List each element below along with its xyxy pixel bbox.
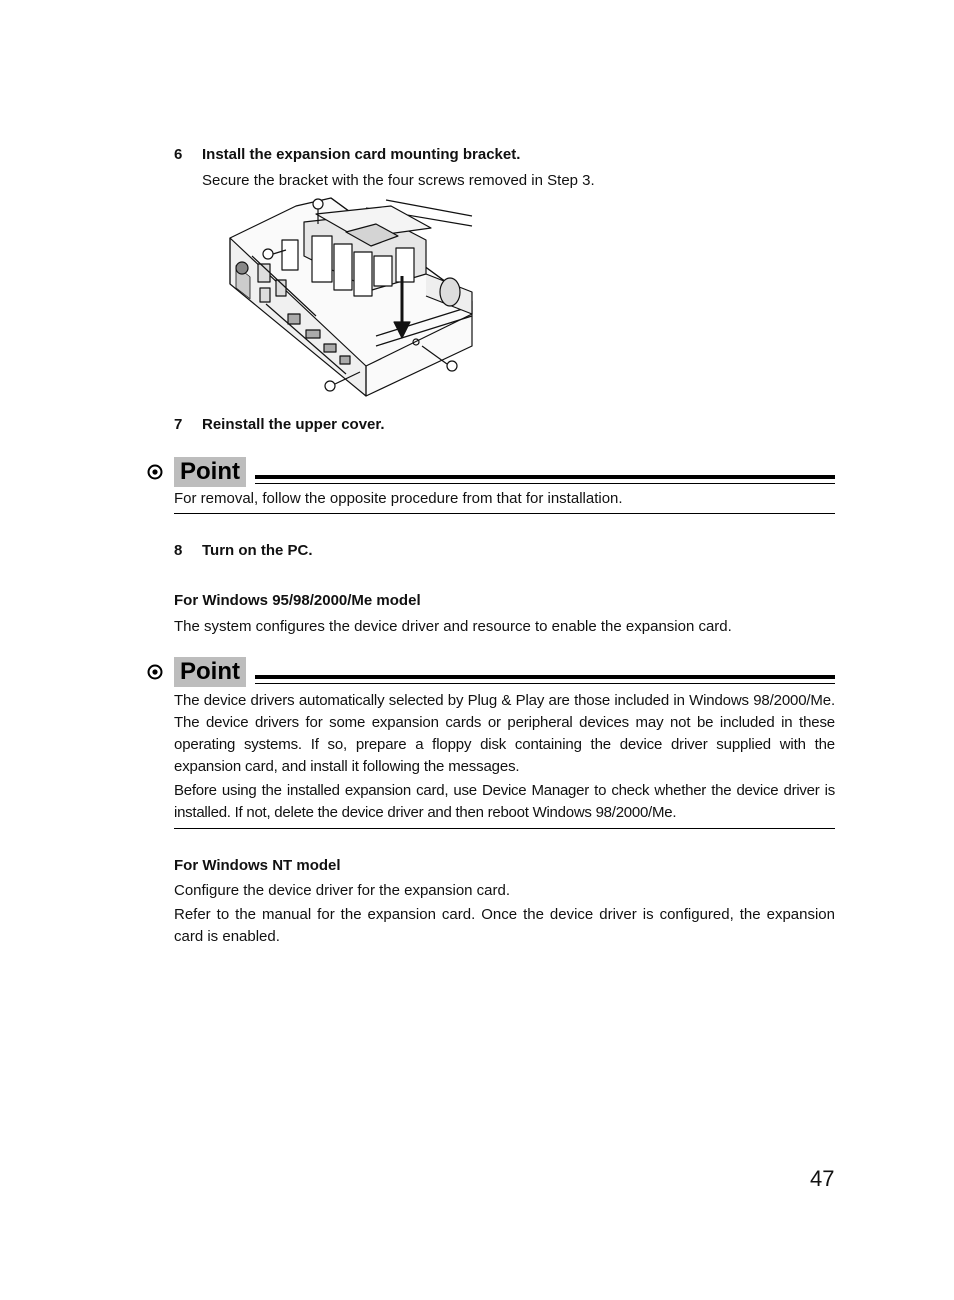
- step-6-heading: [174, 146, 520, 163]
- page-number: 47: [810, 1166, 835, 1191]
- divider: [255, 675, 835, 679]
- windows-nt-paragraph-2: Refer to the manual for the expansion card. Once the device driver is configured, the expansion card is enabled.: [174, 906, 835, 945]
- step-title: Turn on the PC.: [202, 542, 313, 559]
- divider: [255, 475, 835, 479]
- point-label: Point: [174, 657, 246, 687]
- divider: [174, 828, 835, 829]
- step-6-description: Secure the bracket with the four screws removed in Step 3.: [202, 172, 595, 189]
- point-target-icon: [147, 664, 163, 680]
- point-paragraph-2: Before using the installed expansion card, use Device Manager to check whether the device driver is installed. If not, delete the device driver and then reboot Windows 98/2000/Me.: [174, 782, 835, 821]
- divider: [255, 483, 835, 484]
- step-title: Install the expansion card mounting bracket.: [202, 146, 521, 163]
- point-paragraph-1: The device drivers automatically selected by Plug & Play are those included in Windows 98/2000/Me. The device drivers for some expansion cards or peripheral devices may not be included in these operating systems. If so, prepare a floppy disk containing the device driver supplied with the expansion card, and install it following the messages.: [174, 692, 835, 775]
- point-target-icon: [147, 464, 163, 480]
- windows-nt-heading: For Windows NT model: [174, 857, 341, 874]
- divider: [174, 513, 835, 514]
- windows-nt-paragraph-1: Configure the device driver for the expansion card.: [174, 882, 511, 899]
- windows-9x-text: The system configures the device driver and resource to enable the expansion card.: [174, 618, 732, 635]
- windows-9x-heading: For Windows 95/98/2000/Me model: [174, 592, 421, 609]
- step-title: Reinstall the upper cover.: [202, 416, 385, 433]
- point-text: For removal, follow the opposite procedure from that for installation.: [174, 490, 623, 507]
- step-7-heading: [174, 416, 385, 433]
- step-number: 6: [174, 146, 183, 163]
- divider: [255, 683, 835, 684]
- point-label: Point: [174, 457, 246, 487]
- step-8-heading: [174, 542, 313, 559]
- step-number: 7: [174, 416, 183, 433]
- step-number: 8: [174, 542, 183, 559]
- bracket-installation-illustration: [226, 196, 476, 400]
